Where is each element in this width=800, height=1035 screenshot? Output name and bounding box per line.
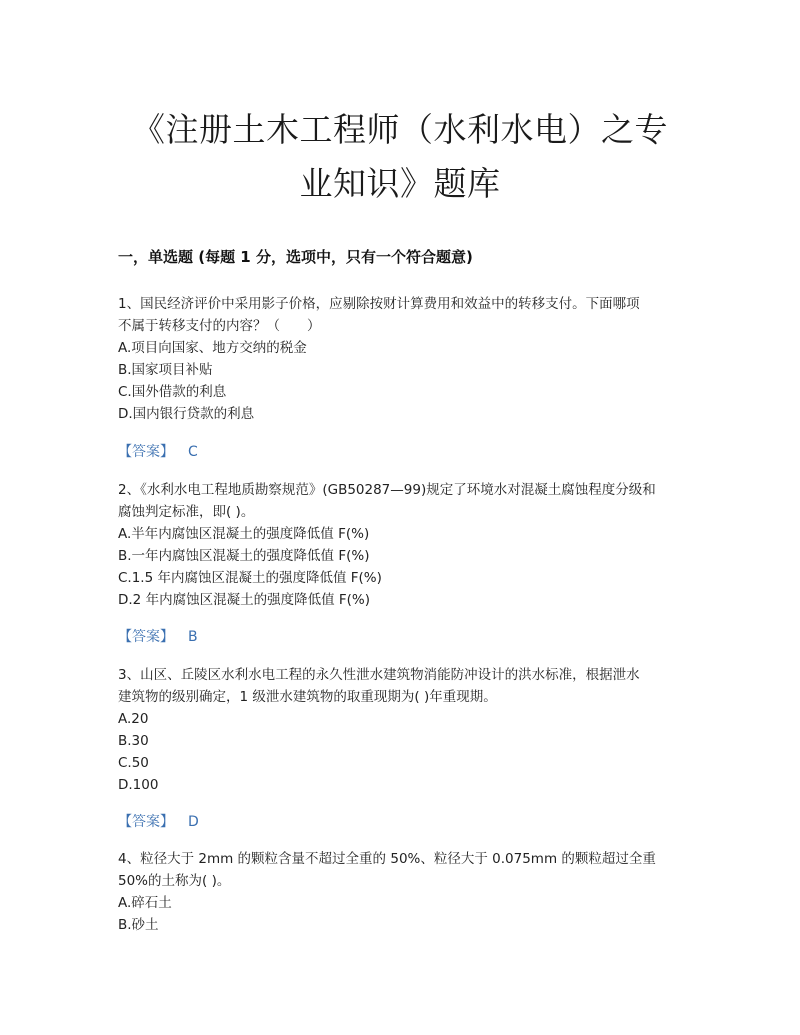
answer-value: C bbox=[188, 444, 198, 460]
document-title bbox=[100, 103, 700, 211]
question-2 bbox=[118, 479, 698, 611]
answer-value: B bbox=[188, 629, 198, 645]
question-stem-line: 1、国民经济评价中采用影子价格，应剔除按财计算费用和效益中的转移支付。下面哪项 bbox=[118, 296, 640, 312]
question-stem-line: 建筑物的级别确定，1 级泄水建筑物的取重现期为( )年重现期。 bbox=[118, 689, 497, 705]
option-c: C.1.5 年内腐蚀区混凝土的强度降低值 F(%) bbox=[118, 570, 382, 586]
option-b: B.一年内腐蚀区混凝土的强度降低值 F(%) bbox=[118, 548, 370, 564]
question-stem-line: 2、《水利水电工程地质勘察规范》(GB50287—99)规定了环境水对混凝土腐蚀程度分级和 bbox=[118, 482, 656, 498]
question-3 bbox=[118, 664, 698, 796]
question-stem-line: 不属于转移支付的内容？（ ） bbox=[118, 318, 321, 334]
answer-3 bbox=[118, 811, 698, 833]
option-a: A.半年内腐蚀区混凝土的强度降低值 F(%) bbox=[118, 526, 370, 542]
answer-2 bbox=[118, 626, 698, 648]
option-c: C.国外借款的利息 bbox=[118, 384, 227, 400]
question-1 bbox=[118, 293, 698, 425]
option-d: D.国内银行贷款的利息 bbox=[118, 406, 255, 422]
title-line-1: 《注册土木工程师（水利水电）之专 bbox=[132, 110, 668, 149]
question-stem-line: 3、山区、丘陵区水利水电工程的永久性泄水建筑物消能防冲设计的洪水标准，根据泄水 bbox=[118, 667, 640, 683]
answer-label: 【答案】 bbox=[118, 629, 174, 645]
question-stem-line: 50%的土称为( )。 bbox=[118, 873, 231, 889]
title-line-2: 业知识》题库 bbox=[299, 164, 501, 203]
section-heading: 一，单选题 (每题 1 分，选项中，只有一个符合题意) bbox=[118, 248, 473, 266]
option-b: B.砂土 bbox=[118, 917, 159, 933]
question-stem-line: 腐蚀判定标准，即( )。 bbox=[118, 504, 255, 520]
question-stem-line: 4、粒径大于 2mm 的颗粒含量不超过全重的 50%、粒径大于 0.075mm 的颗粒超过全重 bbox=[118, 851, 656, 867]
answer-label: 【答案】 bbox=[118, 444, 174, 460]
option-d: D.100 bbox=[118, 777, 159, 793]
answer-1 bbox=[118, 441, 698, 463]
question-4 bbox=[118, 848, 698, 936]
option-d: D.2 年内腐蚀区混凝土的强度降低值 F(%) bbox=[118, 592, 370, 608]
option-c: C.50 bbox=[118, 755, 149, 771]
option-a: A.碎石土 bbox=[118, 895, 172, 911]
option-a: A.项目向国家、地方交纳的税金 bbox=[118, 340, 307, 356]
option-a: A.20 bbox=[118, 711, 149, 727]
option-b: B.国家项目补贴 bbox=[118, 362, 213, 378]
answer-label: 【答案】 bbox=[118, 814, 174, 830]
option-b: B.30 bbox=[118, 733, 149, 749]
answer-value: D bbox=[188, 814, 199, 830]
